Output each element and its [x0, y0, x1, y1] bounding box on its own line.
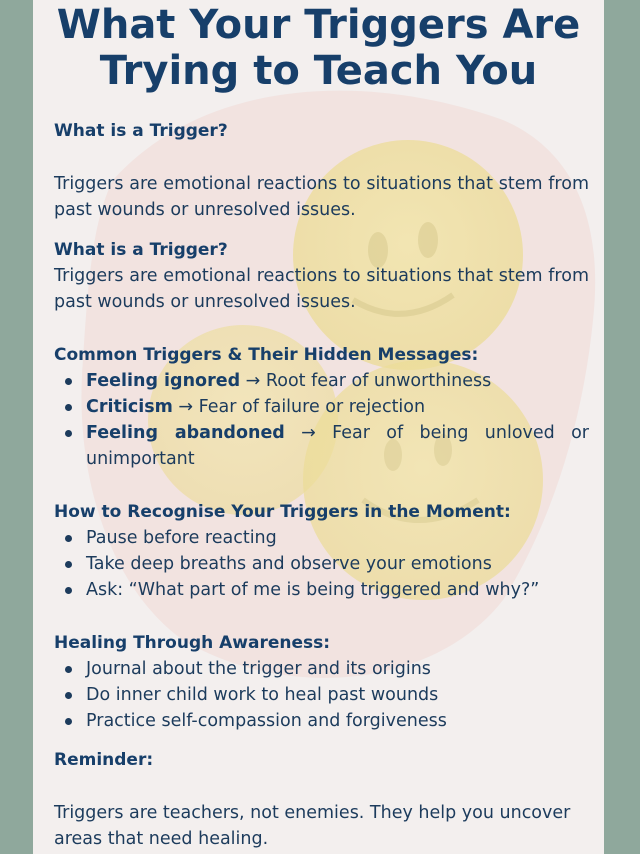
list-item [54, 708, 589, 734]
bullet-icon [65, 561, 72, 568]
common-triggers-heading: Common Triggers & Their Hidden Messages: [54, 345, 479, 365]
bullet-icon [65, 692, 72, 699]
healing-heading: Healing Through Awareness: [54, 633, 331, 653]
recognise-list [54, 525, 589, 603]
list-item [54, 525, 589, 551]
common-triggers-list [54, 368, 589, 472]
bullet-icon [65, 430, 72, 437]
list-item [54, 551, 589, 577]
list-item-text: Journal about the trigger and its origins [86, 659, 431, 679]
content-area [33, 0, 604, 854]
bullet-icon [65, 718, 72, 725]
bullet-icon [65, 587, 72, 594]
bullet-icon [65, 666, 72, 673]
list-item [54, 682, 589, 708]
list-item-text: Take deep breaths and observe your emotions [86, 554, 492, 574]
list-item-text: Ask: “What part of me is being triggered and why?” [86, 580, 540, 600]
section1-heading: What is a Trigger? [54, 121, 228, 141]
bullet-icon [65, 404, 72, 411]
trigger-name: Feeling ignored [86, 371, 241, 391]
list-item [54, 368, 589, 394]
list-item-text: Practice self-compassion and forgiveness [86, 711, 447, 731]
bullet-icon [65, 535, 72, 542]
title-line-1: What Your Triggers Are [56, 2, 581, 48]
trigger-message: → Root fear of unworthiness [240, 371, 492, 391]
trigger-name: Feeling abandoned [86, 423, 285, 443]
list-item [54, 394, 589, 420]
title-line-2: Trying to Teach You [99, 48, 538, 94]
trigger-message: → Fear of failure or rejection [172, 397, 426, 417]
list-item-text: Pause before reacting [86, 528, 277, 548]
trigger-message: → Fear of being unloved or unimportant [86, 423, 589, 469]
section1-body: Triggers are emotional reactions to situations that stem from past wounds or unresolved issues. [54, 174, 589, 220]
bullet-icon [65, 378, 72, 385]
infographic-page [33, 0, 604, 854]
list-item [54, 577, 589, 603]
list-item [54, 656, 589, 682]
list-item [54, 420, 589, 472]
reminder-heading: Reminder: [54, 750, 154, 770]
trigger-name: Criticism [86, 397, 173, 417]
section2-heading: What is a Trigger? [54, 240, 228, 260]
reminder-body: Triggers are teachers, not enemies. They help you uncover areas that need healing. [54, 803, 571, 849]
section2-body: Triggers are emotional reactions to situations that stem from past wounds or unresolved issues. [54, 266, 589, 312]
recognise-heading: How to Recognise Your Triggers in the Moment: [54, 502, 511, 522]
healing-list [54, 656, 589, 734]
page-title [33, 2, 604, 94]
list-item-text: Do inner child work to heal past wounds [86, 685, 439, 705]
